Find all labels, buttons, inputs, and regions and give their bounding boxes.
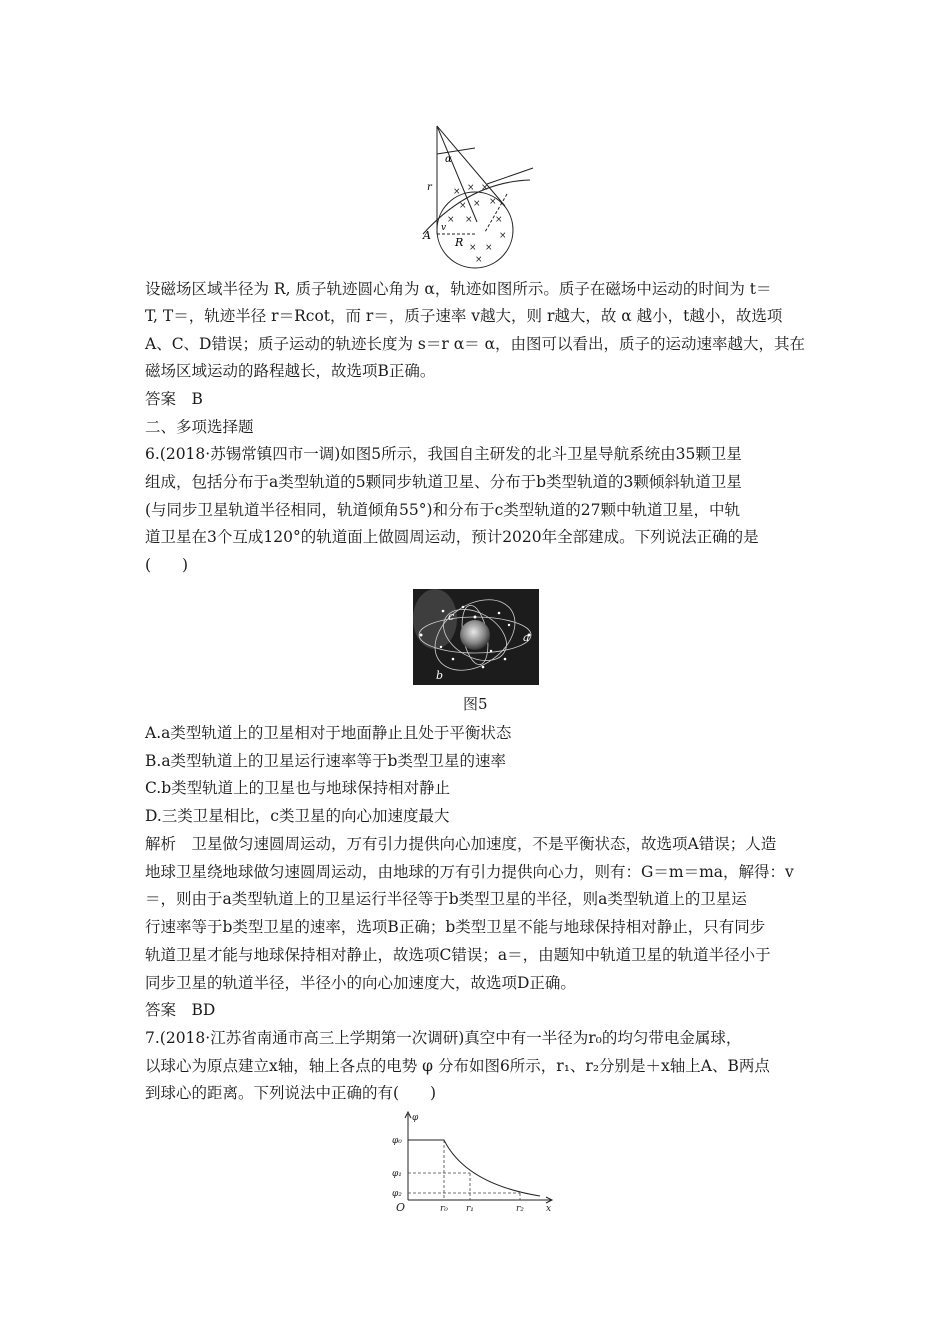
- question6-blank: ( ): [145, 556, 189, 574]
- svg-text:×: ×: [495, 215, 503, 225]
- radius-R-label: R: [455, 236, 464, 249]
- earth: [460, 620, 490, 650]
- answer6: 答案 BD: [145, 1001, 216, 1019]
- potential-graph: [380, 1108, 560, 1218]
- svg-text:×: ×: [481, 183, 489, 193]
- phi1-label: φ₁: [392, 1169, 402, 1179]
- paragraph1-line2: T, T＝，轨迹半径 r＝Rcot，而 r＝，质子速率 v越大，则 r越大，故 α 越小，t越小，故选项: [145, 307, 783, 325]
- question6-line1: 6.(2018·苏锡常镇四市一调)如图5所示，我国自主研发的北斗卫星导航系统由35颗卫星: [145, 445, 742, 463]
- analysis6-line1: 解析 卫星做匀速圆周运动，万有引力提供向心加速度，不是平衡状态，故选项A错误；人造: [145, 835, 777, 853]
- exit-velocity-line: [487, 168, 533, 184]
- svg-text:×: ×: [473, 199, 481, 209]
- option-d: D.三类卫星相比，c类卫星的向心加速度最大: [145, 807, 450, 825]
- option-a: A.a类型轨道上的卫星相对于地面静止且处于平衡状态: [145, 724, 512, 742]
- slant-line: [437, 126, 505, 206]
- figure5-caption: 图5: [463, 695, 488, 713]
- r-label: r: [427, 182, 432, 193]
- svg-text:×: ×: [447, 215, 455, 225]
- analysis6-line3: ＝，则由于a类型轨道上的卫星运行半径等于b类型卫星的半径，则a类型轨道上的卫星运: [145, 890, 747, 908]
- orbit-c-label: c: [448, 610, 455, 623]
- question6-line3: (与同步卫星轨道半径相同，轨道倾角55°)和分布于c类型轨道的27颗中轨道卫星，中轨: [145, 501, 740, 519]
- phi2-label: φ₂: [392, 1189, 402, 1199]
- section-heading: 二、多项选择题: [145, 418, 254, 436]
- analysis6-line6: 同步卫星的轨道半径，半径小的向心加速度大，故选项D正确。: [145, 974, 576, 992]
- svg-text:×: ×: [485, 243, 493, 253]
- paragraph1-line4: 磁场区域运动的路程越长，故选项B正确。: [145, 362, 436, 380]
- alpha-label: α: [445, 154, 452, 165]
- paragraph1-line3: A、C、D错误；质子运动的轨迹长度为 s＝r α＝ α，由图可以看出，质子的运动速率越大，其在: [145, 335, 806, 353]
- svg-text:×: ×: [499, 231, 507, 241]
- orbit-b-label: b: [436, 669, 444, 682]
- phi0-label: φ₀: [392, 1136, 402, 1146]
- question6-line2: 组成，包括分布于a类型轨道的5颗同步轨道卫星、分布于b类型轨道的3颗倾斜轨道卫星: [145, 473, 742, 491]
- question7-line1: 7.(2018·江苏省南通市高三上学期第一次调研)真空中有一半径为r₀的均匀带电金属球，: [145, 1029, 742, 1047]
- r2-label: r₂: [516, 1204, 524, 1214]
- paragraph1-line1: 设磁场区域半径为 R, 质子轨迹圆心角为 α，轨迹如图所示。质子在磁场中运动的时间为 t＝: [145, 280, 772, 298]
- svg-text:×: ×: [467, 183, 475, 193]
- analysis6-line5: 轨道卫星才能与地球保持相对静止，故选项C错误；a＝，由题知中轨道卫星的轨道半径小于: [145, 946, 771, 964]
- analysis6-line2: 地球卫星绕地球做匀速圆周运动，由地球的万有引力提供向心力，则有：G＝m＝ma，解得：v: [145, 863, 794, 881]
- center-line: [437, 126, 477, 222]
- origin-label: O: [396, 1201, 406, 1214]
- potential-curve: [408, 1140, 540, 1196]
- svg-text:×: ×: [453, 187, 461, 197]
- svg-text:×: ×: [459, 201, 467, 211]
- r1-label: r₁: [466, 1204, 474, 1214]
- question6-line4: 道卫星在3个互成120°的轨道面上做圆周运动，预计2020年全部建成。下列说法正确的是: [145, 528, 759, 546]
- svg-text:×: ×: [475, 255, 483, 265]
- r0-label: r₀: [440, 1204, 448, 1214]
- analysis6-line4: 行速率等于b类型卫星的速率，选项B正确；b类型卫星不能与地球保持相对静止，只有同步: [145, 918, 766, 936]
- beidou-orbits-figure: [413, 589, 539, 685]
- svg-text:×: ×: [465, 215, 473, 225]
- option-b: B.a类型轨道上的卫星运行速率等于b类型卫星的速率: [145, 752, 506, 770]
- question7-line2: 以球心为原点建立x轴，轴上各点的电势 φ 分布如图6所示，r₁、r₂分别是＋x轴上A、B两点: [145, 1057, 770, 1075]
- velocity-label: v: [441, 223, 447, 233]
- x-axis-label: x: [546, 1204, 552, 1214]
- phi-axis-label: φ: [412, 1113, 419, 1123]
- orbit-a-label: a: [523, 631, 530, 644]
- svg-text:×: ×: [469, 243, 477, 253]
- magnetic-field-trajectory-figure: [415, 122, 555, 274]
- answer1: 答案 B: [145, 390, 203, 408]
- option-c: C.b类型轨道上的卫星也与地球保持相对静止: [145, 779, 451, 797]
- svg-text:×: ×: [489, 197, 497, 207]
- point-a-label: A: [423, 229, 431, 242]
- question7-line3: 到球心的距离。下列说法中正确的有( ): [145, 1084, 437, 1102]
